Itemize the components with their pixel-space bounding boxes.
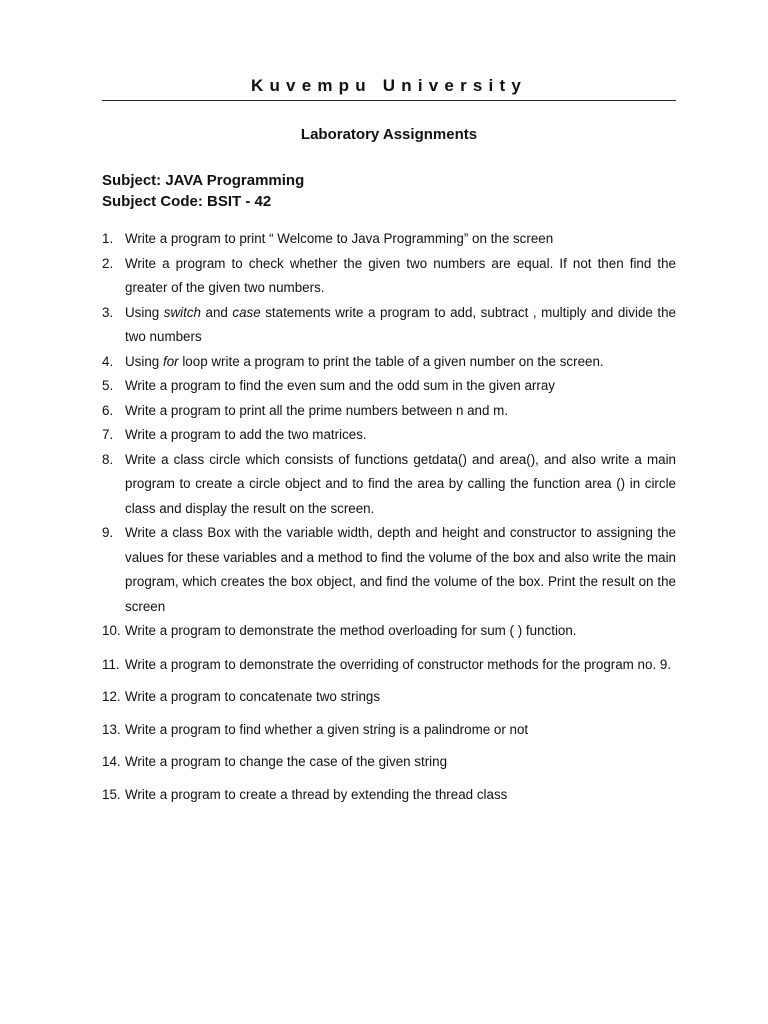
- item-text: Write a program to change the case of the given string: [125, 753, 448, 769]
- item-number: 8.: [102, 451, 114, 467]
- item-text: Write a program to print all the prime numbers between n and m.: [125, 402, 509, 418]
- item-number: 15.: [102, 786, 121, 802]
- item-text: Write a class circle which consists of functions getdata() and area(), and also write a main program to create a circle object and to find the area by calling the function area () in circle class and display the result on the screen.: [125, 451, 676, 516]
- list-item: [102, 374, 676, 399]
- item-keyword-for: for: [162, 353, 179, 369]
- list-item: [102, 521, 676, 619]
- item-keyword-switch: switch: [163, 304, 201, 320]
- list-item: [102, 689, 676, 705]
- list-item: [102, 301, 676, 350]
- list-item: [102, 722, 676, 738]
- item-keyword-case: case: [232, 304, 261, 320]
- item-text: Write a program to add the two matrices.: [125, 427, 367, 442]
- item-number: 7.: [102, 427, 114, 442]
- item-text: Write a program to demonstrate the method overloading for sum ( ) function.: [125, 623, 577, 638]
- assignment-list: [102, 227, 676, 803]
- list-item: [102, 252, 676, 301]
- item-text: Write a program to check whether the given two numbers are equal. If not then find the greater of the given two numbers.: [125, 255, 676, 295]
- item-number: 10.: [102, 623, 121, 638]
- item-text-end: loop write a program to print the table of a given number on the screen.: [178, 353, 604, 369]
- item-number: 9.: [102, 525, 114, 540]
- item-text-start: Using: [125, 304, 164, 320]
- item-number: 14.: [102, 753, 121, 769]
- item-number: 5.: [102, 378, 114, 393]
- item-text: Write a program to demonstrate the overriding of constructor methods for the program no. 9.: [125, 656, 672, 672]
- item-number: 4.: [102, 353, 114, 369]
- item-text: Write a class Box with the variable width, depth and height and constructor to assigning the values for these variables and a method to find the volume of the box and also write the main program, which creates the box object, and find the volume of the box. Print the result on the screen: [125, 525, 676, 614]
- item-text-start: Using: [125, 353, 163, 369]
- list-item: [102, 754, 676, 770]
- subject-block: [102, 170, 304, 212]
- item-number: 2.: [102, 255, 114, 271]
- list-item: [102, 399, 676, 424]
- item-number: 11.: [102, 656, 120, 672]
- subject-name: Subject: JAVA Programming: [102, 172, 305, 189]
- list-item: [102, 448, 676, 522]
- list-item: [102, 619, 676, 644]
- item-text-middle: and: [200, 304, 233, 320]
- item-text: Write a program to print “ Welcome to Java Programming” on the screen: [125, 231, 554, 246]
- item-number: 13.: [102, 721, 121, 737]
- item-number: 12.: [102, 688, 121, 704]
- university-title: Kuvempu University: [251, 76, 527, 95]
- list-item: [102, 350, 676, 375]
- item-text: Write a program to find whether a given string is a palindrome or not: [125, 721, 529, 737]
- list-item: [102, 787, 676, 803]
- item-number: 3.: [102, 304, 114, 320]
- subject-code: Subject Code: BSIT - 42: [102, 193, 272, 210]
- item-text: Write a program to find the even sum and the odd sum in the given array: [125, 378, 555, 393]
- item-text: Write a program to concatenate two strings: [125, 688, 381, 704]
- item-number: 6.: [102, 402, 114, 418]
- item-number: 1.: [102, 231, 114, 246]
- list-item: [102, 423, 676, 448]
- list-item: [102, 657, 676, 673]
- item-text-end: statements write a program to add, subtract , multiply and divide the two numbers: [125, 304, 676, 344]
- item-text: Write a program to create a thread by extending the thread class: [125, 786, 508, 802]
- document-heading: Laboratory Assignments: [300, 126, 478, 143]
- list-item: [102, 227, 676, 252]
- title-divider: [102, 100, 676, 101]
